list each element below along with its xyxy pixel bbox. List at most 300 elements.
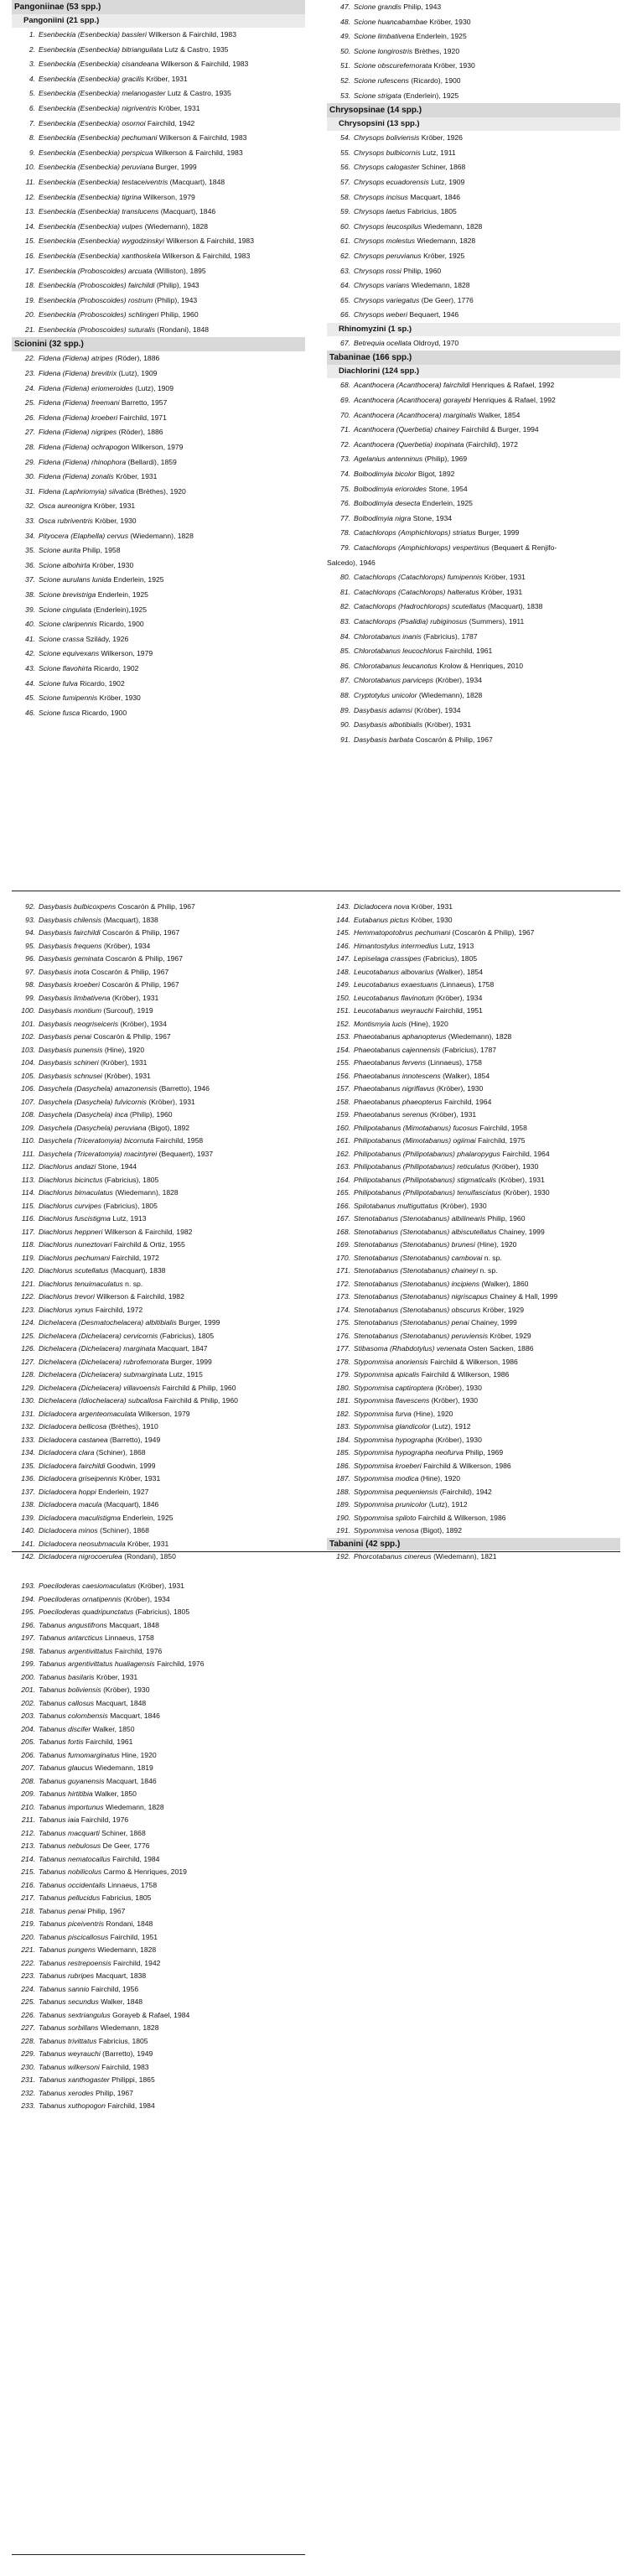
species-author: (Bellardi), 1859 — [126, 457, 177, 466]
species-entry — [12, 2074, 305, 2087]
species-number: 11. — [25, 177, 35, 186]
species-author: Kröber, 1931 — [113, 472, 158, 481]
species-author: Philip, 1943 — [401, 3, 442, 11]
species-number: 164. — [336, 1175, 350, 1184]
species-number: 224. — [21, 1984, 35, 1993]
species-author: Fairchild, 1984 — [110, 1854, 160, 1863]
species-entry — [327, 423, 620, 438]
species-number: 148. — [336, 967, 350, 976]
species-name: Stypommisa venosa — [354, 1526, 419, 1535]
species-author: Ricardo, 1900 — [80, 708, 127, 717]
species-number: 181. — [336, 1396, 350, 1405]
species-number: 111. — [22, 1149, 35, 1158]
species-number: 46. — [25, 708, 35, 717]
species-entry — [327, 438, 620, 453]
species-author: Lutz, 1911 — [420, 148, 456, 157]
species-number: 185. — [336, 1448, 350, 1457]
species-name: Philipotabanus (Philipotabanus) stigmaticalis — [354, 1175, 497, 1184]
species-name: Dicladocera argenteomaculata — [39, 1409, 137, 1418]
species-entry — [12, 1122, 305, 1135]
species-author: (Enderlein),1925 — [91, 605, 148, 614]
species-name: Acanthocera (Acanthocera) fairchildi — [354, 381, 470, 390]
species-number: 53. — [340, 91, 350, 100]
species-column-left — [12, 901, 305, 1564]
species-name: Stypommisa pequeniensis — [354, 1487, 438, 1496]
species-author: Wiedemann, 1828 — [415, 236, 476, 246]
species-author: Fairchild, 1976 — [79, 1815, 129, 1824]
species-author: Schiner, 1868 — [419, 163, 466, 172]
species-entry — [12, 1174, 305, 1187]
section-3 — [0, 1580, 632, 2576]
species-entry — [12, 1083, 305, 1096]
species-number: 128. — [21, 1370, 35, 1379]
species-author: Ricardo, 1902 — [91, 663, 139, 673]
species-name: Stypommisa anoriensis — [354, 1357, 428, 1366]
species-entry — [12, 1512, 305, 1525]
species-author: Osten Sacken, 1886 — [466, 1344, 534, 1353]
species-number: 60. — [340, 221, 350, 231]
species-entry — [12, 529, 305, 544]
subfamily-header: Tabanini (42 spp.) — [327, 1538, 620, 1551]
species-number: 152. — [336, 1019, 350, 1028]
species-number: 13. — [25, 207, 35, 216]
species-author: Chainey & Hall, 1999 — [488, 1292, 558, 1301]
species-number: 78. — [340, 528, 350, 538]
species-entry — [12, 86, 305, 101]
species-author: Henriques & Rafael, 1992 — [470, 396, 556, 405]
species-number: 106. — [21, 1084, 35, 1093]
species-entry — [12, 1550, 305, 1564]
species-name: Hemmatopotobrus pechumani — [354, 928, 451, 937]
species-entry — [327, 688, 620, 704]
species-name: Bolbodimyia bicolor — [354, 470, 417, 479]
species-number: 180. — [336, 1383, 350, 1392]
species-name: Dasychela (Dasychela) fulvicornis — [39, 1097, 147, 1106]
species-author: Fairchild & Wilkerson, 1986 — [419, 1370, 510, 1379]
species-number: 22. — [25, 354, 35, 363]
species-author: Philip, 1967 — [93, 2088, 133, 2097]
species-entry — [12, 558, 305, 574]
species-author: Lutz & Castro, 1935 — [163, 44, 229, 54]
species-name: Chrysops molestus — [354, 236, 416, 246]
species-entry — [12, 323, 305, 338]
species-author: Ricardo, 1902 — [77, 678, 125, 688]
species-name: Dichelacera (Dichelacera) villavoensis — [39, 1383, 161, 1392]
species-number: 121. — [21, 1279, 35, 1288]
species-entry — [12, 1775, 305, 1789]
species-entry — [12, 190, 305, 205]
species-number: 176. — [336, 1331, 350, 1340]
species-author: Lutz & Castro, 1935 — [165, 89, 231, 98]
species-entry — [12, 440, 305, 455]
species-name: Tabanus boliviensis — [39, 1685, 101, 1694]
species-author: Macquart, 1838 — [94, 1971, 147, 1980]
species-number: 105. — [21, 1071, 35, 1080]
species-number: 99. — [25, 993, 35, 1002]
species-name: Tabanus basilaris — [39, 1672, 95, 1681]
species-entry — [12, 1736, 305, 1749]
species-name: Scione cingulata — [39, 605, 92, 614]
species-number: 103. — [21, 1045, 35, 1054]
species-number: 202. — [21, 1698, 35, 1707]
species-author: Lutz, 1909 — [428, 177, 465, 186]
species-number: 138. — [21, 1500, 35, 1509]
species-number: 140. — [21, 1526, 35, 1535]
species-entry — [12, 992, 305, 1005]
species-name: Philipotabanus (Philipotabanus) phalaropygus — [354, 1149, 500, 1158]
species-number: 203. — [21, 1711, 35, 1720]
species-name: Leucotabanus exaestuans — [354, 980, 438, 989]
species-author: Kröber, 1925 — [421, 251, 465, 260]
species-author: Fairchild, 1956 — [89, 1984, 139, 1993]
species-number: 27. — [25, 428, 35, 437]
species-number: 151. — [336, 1006, 350, 1015]
species-entry — [12, 1472, 305, 1486]
species-entry — [12, 1801, 305, 1815]
species-name: Chrysops variegatus — [354, 295, 420, 304]
species-entry — [12, 706, 305, 721]
species-entry — [12, 1996, 305, 2009]
species-name: Scione huancabambae — [354, 17, 427, 26]
species-entry — [12, 1606, 305, 1619]
species-entry — [327, 1524, 620, 1538]
species-name: Stypommisa prunicolor — [354, 1500, 427, 1509]
species-entry — [327, 1070, 620, 1083]
species-number: 124. — [21, 1318, 35, 1327]
species-entry — [12, 514, 305, 529]
species-entry — [12, 131, 305, 146]
species-entry — [327, 308, 620, 323]
species-number: 233. — [21, 2101, 35, 2110]
species-author: (Kröber), 1934 — [433, 676, 482, 685]
species-number: 4. — [28, 74, 35, 83]
species-name: Scione claripennis — [39, 620, 97, 629]
species-author: (Fabricius), 1805 — [102, 1175, 159, 1184]
species-author: De Geer, 1776 — [101, 1841, 150, 1850]
species-name: Acanthocera (Querbetia) inopinata — [354, 439, 464, 449]
species-author: Philippi, 1865 — [109, 2075, 155, 2084]
species-number: 33. — [25, 517, 35, 525]
species-name: Dichelacera (Desmatochelacera) albitibialis — [39, 1318, 177, 1327]
species-entry — [327, 74, 620, 89]
species-author: Fabricius, 1805 — [96, 2036, 148, 2045]
species-entry — [12, 1265, 305, 1278]
species-entry — [12, 1827, 305, 1841]
species-author: Wiedemann, 1819 — [92, 1763, 153, 1772]
species-entry — [327, 1368, 620, 1382]
species-author: Hine, 1920 — [119, 1750, 157, 1759]
species-name: Esenbeckia (Esenbeckia) gracilis — [39, 74, 145, 83]
species-author: (Fabricius), 1787 — [440, 1045, 497, 1054]
species-author: Walker, 1850 — [91, 1724, 135, 1733]
species-number: 21. — [25, 325, 35, 334]
species-entry — [12, 1957, 305, 1971]
species-entry — [12, 1658, 305, 1671]
species-column-right — [327, 901, 620, 1564]
species-entry — [12, 1070, 305, 1083]
species-author: Lutz, 1913 — [438, 941, 474, 950]
species-entry — [327, 953, 620, 966]
species-entry — [12, 1382, 305, 1395]
species-name: Fidena (Fidena) freemani — [39, 398, 120, 408]
species-number: 20. — [25, 310, 35, 319]
species-author: Fairchild, 1983 — [99, 2062, 149, 2071]
species-number: 193. — [21, 1581, 35, 1590]
species-name: Tabanus weyrauchi — [39, 2049, 101, 2058]
species-author: Kröber, 1930 — [97, 693, 141, 703]
species-author: (Fabricius), 1805 — [158, 1331, 215, 1340]
species-name: Esenbeckia (Esenbeckia) wygodzinskyi — [39, 236, 164, 246]
species-name: Chrysops leucospilus — [354, 221, 422, 231]
species-number: 146. — [336, 941, 350, 950]
species-entry — [327, 1109, 620, 1122]
species-name: Dasybasis adamsi — [354, 705, 412, 714]
species-author: (Barretto), 1949 — [107, 1435, 161, 1444]
species-number: 100. — [21, 1006, 35, 1015]
species-entry — [12, 1762, 305, 1775]
species-author: Burger, 1999 — [153, 163, 197, 172]
species-number: 113. — [21, 1175, 35, 1184]
species-name: Scione rufescens — [354, 75, 409, 85]
species-entry — [12, 1408, 305, 1421]
species-author: Walker, 1854 — [476, 410, 521, 419]
species-number: 54. — [340, 133, 350, 143]
species-number: 40. — [25, 620, 35, 629]
species-author: (Lutz), 1912 — [430, 1422, 471, 1431]
species-author: Fairchild, 1975 — [475, 1136, 526, 1145]
species-author: Kröber, 1930 — [408, 915, 453, 924]
species-number: 18. — [25, 281, 35, 290]
species-number: 90. — [340, 720, 350, 730]
species-number: 134. — [21, 1448, 35, 1457]
species-name: Diachlorus xynus — [39, 1305, 94, 1314]
species-author: Kröber, 1931 — [482, 573, 526, 582]
species-author: Kröber, 1931 — [144, 74, 188, 83]
species-number: 73. — [340, 454, 350, 464]
species-entry — [327, 482, 620, 497]
species-author: Fairchild, 1971 — [117, 413, 167, 422]
species-entry — [327, 733, 620, 748]
species-name: Tabanus piscicallosus — [39, 1932, 109, 1941]
species-number: 74. — [340, 470, 350, 479]
species-entry — [12, 1434, 305, 1447]
species-author: Bequaert, 1946 — [407, 310, 459, 319]
species-name: Osca aureonigra — [39, 501, 92, 511]
species-number: 77. — [340, 513, 350, 522]
species-number: 174. — [336, 1305, 350, 1314]
species-entry — [12, 293, 305, 309]
species-entry — [327, 393, 620, 408]
species-name: Montismyia lucis — [354, 1019, 407, 1028]
species-entry — [12, 57, 305, 72]
species-entry — [12, 396, 305, 411]
species-name: Tabanus guyanensis — [39, 1776, 105, 1785]
species-author: (Summers), 1911 — [467, 616, 525, 626]
species-name: Dichelacera (Dichelacera) submarginata — [39, 1370, 168, 1379]
species-name: Pityocera (Elaphella) cervus — [39, 531, 128, 540]
species-author: Wilkerson, 1979 — [136, 1409, 190, 1418]
species-number: 216. — [21, 1880, 35, 1889]
species-author: (Philip), 1960 — [127, 1110, 173, 1119]
species-entry — [327, 408, 620, 423]
species-entry — [327, 585, 620, 600]
species-number: 76. — [340, 499, 350, 508]
species-entry — [12, 953, 305, 966]
species-author: Wilkerson, 1979 — [99, 649, 153, 658]
species-entry — [327, 914, 620, 927]
species-number: 136. — [21, 1474, 35, 1483]
species-entry — [12, 1187, 305, 1200]
species-entry — [12, 485, 305, 500]
species-number: 41. — [25, 634, 35, 643]
species-entry — [327, 979, 620, 992]
species-author: (Macquart), 1846 — [158, 207, 216, 216]
tribe-header: Rhinomyzini (1 sp.) — [327, 323, 620, 336]
species-entry — [327, 1446, 620, 1460]
species-name: Diachlorus fuscistigma — [39, 1214, 111, 1223]
species-number: 221. — [21, 1945, 35, 1954]
species-name: Dasychela (Dasychela) peruviana — [39, 1123, 147, 1132]
species-number: 158. — [336, 1097, 350, 1106]
species-name: Tabanus argentivittatus hualiagensis — [39, 1659, 155, 1668]
species-number: 196. — [21, 1620, 35, 1629]
species-number: 127. — [21, 1357, 35, 1366]
species-entry — [327, 1317, 620, 1330]
species-entry — [12, 1632, 305, 1645]
species-name: Esenbeckia (Proboscoides) schlingeri — [39, 310, 159, 319]
species-number: 48. — [340, 17, 350, 26]
species-name: Dicladocera maculistigma — [39, 1513, 121, 1522]
species-author: (De Geer), 1776 — [419, 295, 474, 304]
species-name: Esenbeckia (Proboscoides) fairchildi — [39, 281, 155, 290]
species-author: (Wiedemann), 1828 — [446, 1032, 512, 1041]
species-author: Kröber, 1930 — [92, 517, 137, 525]
species-author: (Wiedemann), 1828 — [112, 1188, 179, 1197]
species-name: Stenotabanus (Stenotabanus) penai — [354, 1318, 469, 1327]
species-number: 107. — [21, 1097, 35, 1106]
species-number: 2. — [28, 44, 35, 54]
species-number: 84. — [340, 631, 350, 641]
species-entry — [12, 1096, 305, 1109]
species-number: 97. — [25, 967, 35, 976]
species-number: 123. — [21, 1305, 35, 1314]
species-name: Stenotabanus (Stenotabanus) brunesi — [354, 1240, 475, 1249]
species-entry — [327, 190, 620, 205]
species-name: Scione brevistriga — [39, 589, 96, 599]
species-entry — [327, 1239, 620, 1252]
species-name: Poeciloderas ornatipennis — [39, 1594, 122, 1603]
species-author: n. sp. — [478, 1266, 498, 1275]
species-number: 19. — [25, 295, 35, 304]
species-entry — [12, 72, 305, 87]
species-author: Krolow & Henriques, 2010 — [437, 661, 524, 670]
species-number: 82. — [340, 602, 350, 611]
species-name: Himantostylus intermedius — [354, 941, 438, 950]
species-entry — [12, 2035, 305, 2049]
species-entry — [12, 603, 305, 618]
species-name: Chlorotabanus parviceps — [354, 676, 434, 685]
species-name: Tabanus macquarti — [39, 1828, 100, 1837]
species-author: Kröber, 1931 — [156, 103, 200, 112]
species-number: 141. — [21, 1539, 35, 1548]
species-number: 225. — [21, 1997, 35, 2006]
species-name: Dichelacera (Dichelacera) cervicornis — [39, 1331, 158, 1340]
species-author: (Linnaeus), 1758 — [426, 1058, 482, 1067]
species-author: (Kröber), 1931 — [136, 1581, 184, 1590]
species-entry — [12, 677, 305, 692]
species-author: (Macquart), 1838 — [485, 602, 543, 611]
section-1 — [0, 0, 632, 882]
species-author: Enderlein, 1925 — [120, 1513, 174, 1522]
species-number: 119. — [21, 1253, 35, 1262]
species-entry — [12, 234, 305, 249]
species-author: Fairchild, 1964 — [500, 1149, 550, 1158]
species-name: Chrysops calogaster — [354, 163, 420, 172]
species-entry — [327, 1304, 620, 1317]
species-number: 191. — [336, 1526, 350, 1535]
species-number: 184. — [336, 1435, 350, 1444]
species-author: n. sp. — [482, 1253, 502, 1262]
species-entry — [12, 1109, 305, 1122]
species-name: Esenbeckia (Proboscoides) suturalis — [39, 325, 155, 334]
species-author: Coscarón & Philip, 1967 — [89, 967, 169, 976]
species-name: Phaeotabanus aphanopterus — [354, 1032, 447, 1041]
species-name: Scione flavohirta — [39, 663, 92, 673]
species-entry — [12, 2009, 305, 2023]
species-name: Phorcotabanus cinereus — [354, 1552, 432, 1561]
species-number: 118. — [21, 1240, 35, 1249]
species-author: Henriques & Rafael, 1992 — [469, 381, 555, 390]
species-number: 154. — [336, 1045, 350, 1054]
species-author: Wiedemann, 1828 — [98, 2023, 159, 2032]
species-author: (Fabricius), 1805 — [421, 954, 478, 963]
species-name: Scione obscurefemorata — [354, 61, 433, 70]
species-author: (Barretto), 1946 — [157, 1084, 210, 1093]
species-name: Philipotabanus (Mimotabanus) fucosus — [354, 1123, 479, 1132]
species-entry — [327, 940, 620, 953]
species-author: (Bigot), 1892 — [418, 1526, 462, 1535]
species-number: 43. — [25, 663, 35, 673]
species-author: Oldroyd, 1970 — [411, 338, 459, 347]
species-name: Chrysops boliviensis — [354, 133, 420, 143]
species-column-right — [327, 0, 620, 747]
species-name: Stenotabanus (Stenotabanus) albiscutellatus — [354, 1227, 497, 1236]
species-name: Esenbeckia (Esenbeckia) melanogaster — [39, 89, 166, 98]
species-name: Catachlorops (Catachlorops) fumipennis — [354, 573, 483, 582]
species-number: 137. — [21, 1487, 35, 1496]
species-name: Stenotabanus (Stenotabanus) chaineyi — [354, 1266, 479, 1275]
species-name: Diachlorus tenuimaculatus — [39, 1279, 123, 1288]
species-entry — [327, 1252, 620, 1265]
species-number: 51. — [340, 61, 350, 70]
species-number: 211. — [21, 1815, 35, 1824]
species-author: Kröber, 1926 — [419, 133, 463, 143]
species-number: 42. — [25, 649, 35, 658]
species-number: 172. — [336, 1279, 350, 1288]
species-column-left — [12, 0, 305, 720]
species-name: Fidena (Fidena) eriomeroides — [39, 383, 133, 392]
species-name: Tabanus xuthopogon — [39, 2101, 106, 2110]
species-number: 209. — [21, 1789, 35, 1798]
species-entry — [327, 541, 620, 556]
species-author: Stone, 1944 — [96, 1162, 137, 1171]
species-number: 80. — [340, 573, 350, 582]
species-author: Wiedemann, 1828 — [103, 1802, 164, 1811]
species-name: Scione equivexans — [39, 649, 100, 658]
species-name: Dasybasis chilensis — [39, 915, 101, 924]
species-number: 232. — [21, 2088, 35, 2097]
species-entry — [327, 966, 620, 979]
